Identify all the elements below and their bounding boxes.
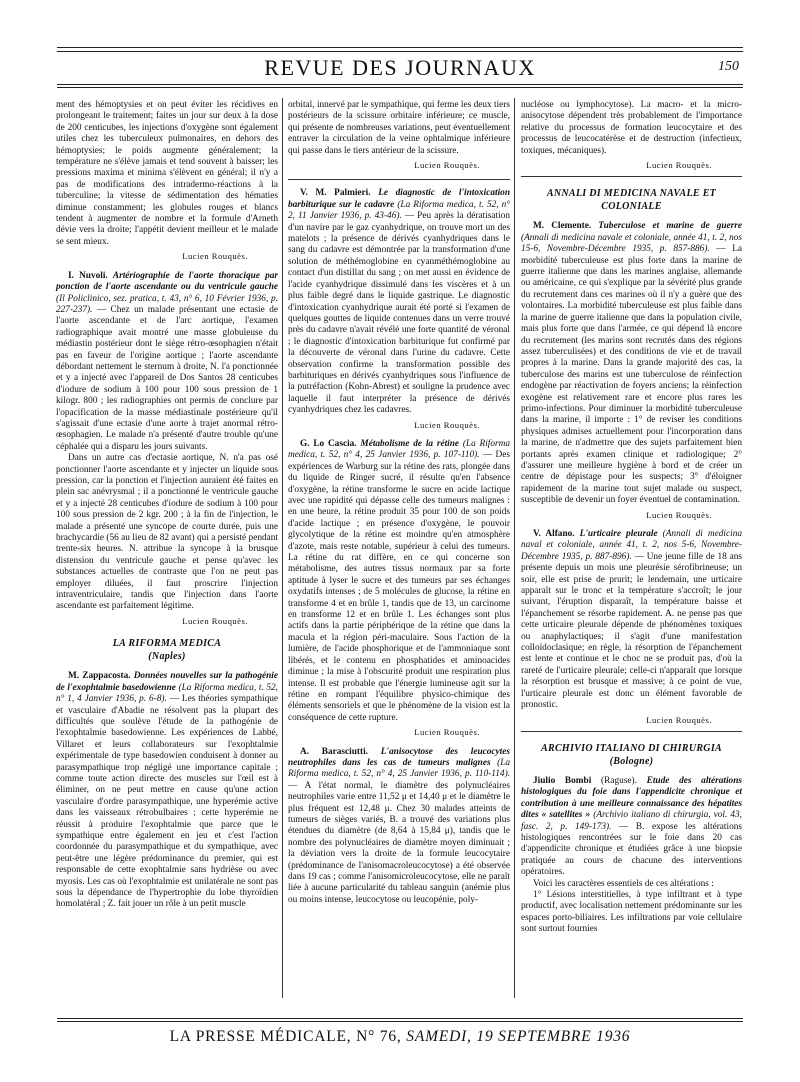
article-body: — La morbidité tuberculeuse est plus forte dans la marine de guerre italienne que dans les marines anglaise, allemande ou américaine, ce qui s'explique par la sévérité plus grande du recrutement dans ces marines où il n'y a guère que des volontaires. La morbidité tuberculeuse est plus faible dans la marine de guerre italienne que dans la population civile, mais plus forte que dans l'armée, ce qui dépend là encore du recrutement (les marins sont recrutés dans des régions assez tuberculisées) et des conditions de vie et de travail propres à la marine. Dans la grande majorité des cas, la tuberculose des marins est une tuberculose de réinfection endogène par réactivation de foyers anciens; la réinfection exogène est relativement rare et encore plus rares les primo-infections. Pour diminuer la morbidité tuberculeuse dans la marine, il importe : 1° de reviser les conditions physiques admises actuellement pour l'incorporation dans la marine, de n'admettre que des sujets parfaitement bien portants après examen clinique et radiologique; 2° d'assurer une meilleure hygiène à bord et de créer un centre de dépistage pour les suspects; 3° d'éloigner rapidement de la marine tout sujet malade ou suspect, susceptible de devenir un foyer éventuel de contamination. (521, 244, 742, 506)
page-number: 150 (718, 59, 739, 74)
header-rule-bottom-inner (57, 87, 743, 88)
article-author: G. Lo Cascia. (300, 438, 357, 449)
article-separator (288, 179, 510, 180)
article-paragraph: 1° Lésions interstitielles, à type infiltrant et à type productif, avec localisation nettement prédominante sur les espaces porto-biliaires. Les infiltrations par voie cellulaire sont surtout fournies (521, 889, 742, 935)
journal-city: (Bologne) (609, 755, 654, 767)
article-reference: (Annali di medicina navale et coloniale, année 41, t. 2, nos 15-6, Novembre-Décembre 1935, p. 857-886). (521, 232, 742, 255)
page-footer (57, 1018, 743, 1046)
footer-rule (57, 1018, 743, 1019)
article-title: L'urticaire pleurale (579, 529, 658, 539)
signature: Lucien Rouquès. (414, 160, 480, 171)
signature: Lucien Rouquès. (414, 727, 480, 738)
journal-city: (Naples) (148, 651, 186, 663)
article-title: Le diagnostic de l'intoxication barbiturique sur le cadavre (288, 188, 510, 210)
column-divider-2 (514, 98, 515, 998)
article-bombi (521, 776, 742, 936)
article-title: Artériographie de l'aorte thoracique par ponction de l'aorte ascendante ou du ventricule gauche (56, 270, 278, 293)
article-alfano (521, 529, 742, 726)
header-rule-top (57, 47, 743, 48)
article-reference: (La Riforma medica, t. 52, n° 4, 25 Janvier 1936, p. 107-110). (288, 438, 510, 461)
footer-text (57, 1028, 743, 1046)
article-title: Etude des altérations histologiques du foie dans l'appendicite chronique et contribution à une meilleure connaissance des hépatites dites « satellites » (521, 775, 742, 821)
journal-heading (521, 187, 742, 213)
footer-rule-inner (57, 1021, 743, 1022)
article-body: — Des expériences de Warburg sur la rétine des rats, plongée dans du liquide de Ringer sucré, il résulte qu'en l'absence d'oxygène, la rétine transforme le sucre en acide lactique avec une rapidité qui dépasse celle des tumeurs malignes : en une heure, la rétine produit 35 pour 100 de son poids d'acide lactique ; en présence d'oxygène, le pouvoir glycolytique de la rétine est moindre qu'en atmosphère d'azote, mais reste notable, supérieur à celui des tumeurs. La rétine du rat diffère, en ce qui concerne son métabolisme, des autres tissus normaux par sa forte aptitude à lyser le sucre et des tumeurs par ses échanges oxydatifs intenses ; de 5 molécules de glucose, la rétine en transforme 4 et en brûle 1, tandis que de 13, un carcinome en transforme 12 et en brûle 1. Les échanges sont plus actifs dans la partie périphérique de la rétine que dans la macula et la région péri-maculaire. Sous l'action de la lumière, de l'acide phosphorique et de l'ammoniaque sont libérés, et le contenu en phosphatides et aminoacides diminue ; la mise à l'obscurité produit une respiration plus intense. Il est probable que l'énergie lumineuse agit sur la rétine en rompant l'équilibre physico-chimique des éléments sensoriels et que le phénomène de la vision est la conséquence de cette rupture. (288, 450, 510, 723)
article-title: L'anisocytose des leucocytes neutrophiles dans les cas de tumeurs malignes (288, 746, 510, 768)
article-author: M. Clemente. (533, 221, 592, 232)
column-1 (56, 100, 278, 911)
article-reference: (Il Policlinico, sez. pratica, t. 43, n° 6, 10 Février 1936, p. 227-237). (56, 293, 278, 315)
article-title: Tuberculose et marine de guerre (598, 221, 742, 232)
header-rule-bottom (57, 84, 743, 85)
signature: Lucien Rouquès. (646, 714, 712, 725)
article-zappacosta (56, 671, 278, 911)
article-body: — A l'état normal, le diamètre des polynucléaires neutrophiles varie entre 11,52 μ et 14,40 μ et le diamètre le plus fréquent est 12,48 μ. Chez 30 malades atteints de tumeurs de sièges variés, B. a trouvé des variations plus étendues du diamètre (de 8,64 à 15,84 μ), tandis que le nombre des polynucléaires de diamètre moyen diminuait ; la déviation vers la droite de la formule leucocytaire (prédominance de l'anisomacroleucocytose) a été observée dans 19 cas ; comme l'anisomicroleucocytose, elle ne paraît liée à aucune particularité du tableau sanguin (anémie plus ou moins intense, leucocytose ou leucopénie, poly- (288, 780, 510, 905)
article-body: — Chez un malade présentant une ectasie de l'aorte ascendante et de l'arc aortique, l'examen radiographique avait montré une masse globuleuse du médiastin postérieur dont le siège rétro-œsophagien n'était pas en faveur de l'origine aortique ; l'aorte ascendante débordant nettement le sternum à droite, N. l'a ponctionnée et y a injecté avec l'appareil de Dos Santos 28 centicubes d'iodure de sodium à 100 pour 100 sous pression de 1 kilogr. 800 ; les radiographies ont permis de conclure par l'opacification de la masse médiastinale postérieure qu'il s'agissait d'une ectasie d'une aorte à trajet anormal rétro-œsophagien. Le malade n'a présenté d'autre trouble qu'une céphalée qui a disparu les jours suivants. (56, 304, 278, 452)
article-title: Métabolisme de la rétine (360, 438, 460, 449)
continued-paragraph: orbital, innervé par le sympathique, qui ferme les deux tiers postérieurs de la scissure orbitaire inférieure; ce muscle, qui présente de nombreuses variations, peut éventuellement entraver la circulation de la veine ophtalmique inférieure qui passe dans le tiers antérieur de la scissure. (288, 100, 510, 156)
continued-paragraph: nucléose ou lymphocytose). La macro- et la micro-anisocytose dépendent très probablement de l'importance relative du processus de formation leucocytaire et des processus de leucocatérèse et de destruction (infectieux, toxiques, mécaniques). (521, 100, 742, 156)
page-header (57, 47, 743, 91)
header-rule-top-inner (57, 51, 743, 52)
article-body: — Peu après la dératisation d'un navire par le gaz cyanhydrique, on trouve mort un des matelots ; la présence de dérivés cyanhydriques dans le sang du cadavre est démontrée par la transformation d'une solution de méthémoglobine en cyanméthémoglobine au contact d'un distillat du sang ; on met aussi en évidence de l'acide cyanhydrique dissimulé dans les viscères et à un plus faible degré dans le liquide gastrique. Le diagnostic d'intoxication cyanhydrique aurait été porté si l'examen de quelques gouttes de liquide contenues dans un verre trouvé près du cadavre n'avait révélé une forte quantité de véronal ; le diagnostic d'intoxication barbiturique fut confirmé par la découverte de véronal dans l'urine du cadavre. Cette observation confirme la transformation possible des barbituriques en dérivés cyanhydriques sous l'influence de la putréfaction (Kohn-Abrest) et souligne la prudence avec laquelle il faut interpréter la présence de dérivés cyanhydriques chez les cadavres. (288, 211, 511, 416)
article-nuvoli (56, 271, 278, 628)
article-clemente (521, 221, 742, 521)
journal-name: ARCHIVIO ITALIANO DI CHIRURGIA (541, 742, 722, 754)
footer-date: SAMEDI, 19 SEPTEMBRE 1936 (406, 1028, 631, 1045)
article-reference: (La Riforma medica, t. 52, n° 1, 4 Janvier 1936, p. 6-8). (56, 682, 278, 705)
journal-heading (521, 742, 742, 768)
article-reference: (Archivio italiano di chirurgia, vol. 43, fasc. 2, p. 149-173). (521, 810, 743, 832)
continued-paragraph: ment des hémoptysies et on peut éviter les récidives en prolongeant le traitement; faites un jour sur deux à la dose de 200 centicubes, les injections d'oxygène sont également utiles chez les tuberculeux pulmonaires, en dehors des hémoptysies; le poids augmente généralement; la température ne s'élève jamais et tend souvent à baisser; les pressions maxima et minima s'élèvent en général; il n'y a pas de modifications des intradermo-réactions à la tuberculine; la vitesse de sédimentation des hématies diminue constamment; les globules rouges et blancs tendent à augmenter de nombre et la formule d'Arneth dévie vers la droite; l'appétit devient meilleur et le malade se sent mieux. (56, 100, 278, 247)
signature: Lucien Rouquès. (182, 615, 248, 626)
article-body: — B. expose les altérations histologiques rencontrées sur le foie dans 20 cas d'appendicite chronique et étudiées grâce à une biopsie pratiquée au cours de chacune des interventions opératoires. (521, 821, 743, 878)
article-author-place: (Raguse). (601, 775, 637, 786)
article-author: Jiulio Bombi (533, 775, 592, 786)
running-title: REVUE DES JOURNAUX (264, 55, 536, 80)
article-title: Données nouvelles sur la pathogénie de l'exophtalmie basedowienne (56, 671, 278, 693)
article-separator (521, 731, 742, 732)
footer-journal: LA PRESSE MÉDICALE, N° 76, (169, 1028, 402, 1045)
article-author: M. Zappacosta. (68, 671, 131, 682)
article-author: V. M. Palmieri. (300, 188, 371, 199)
journal-name: ANNALI DI MEDICINA NAVALE ET COLONIALE (546, 188, 717, 213)
journal-heading (56, 637, 278, 663)
signature: Lucien Rouquès. (182, 251, 248, 262)
article-body: — Les théories sympathique et vasculaire d'Abadie ne résolvent pas la plupart des difficultés que soulève l'étude de la pathogénie de l'exophtalmie basedowienne. Les expériences de Labbé, Villaret et leurs collaborateurs sur l'exophtalmie expérimentale de type basedowien conduisent à donner au parasympathique trop négligé une importance capitale ; comme toute action directe des muscles sur l'œil est à éliminer, on ne peut mettre en cause qu'une action vasculaire d'ordre parasympathique, une hyperémie active dans les vaisseaux rétrobulbaires ; cette hyperémie ne réussit à produire l'exophtalmie que parce que le sympathique entre également en jeu et c'est l'action coordonnée du parasympathique et du sympathique, avec peut-être une légère prédominance du premier, qui est responsable de cette exophtalmie sans hydrièse ou avec myosis. Les cas où l'exophtalmie est unilatérale ne sont pas sous la dépendance de l'hypertrophie du lobe thyroïdien homolatéral ; Z. fait jouer un rôle à un petit muscle (56, 694, 279, 910)
article-author: A. Barasciutti. (300, 746, 368, 757)
article-reference: (Annali di medicina naval et coloniale, année 41, t. 2, nos 5-6, Novembre-Décembre 1935, p. 887-896). (521, 529, 742, 562)
article-author: I. Nuvoli. (68, 270, 108, 281)
article-barasciutti (288, 747, 510, 907)
article-separator (521, 176, 742, 177)
article-author: V. Alfano. (533, 529, 575, 539)
article-body: — Une jeune fille de 18 ans présente depuis un mois une pleurésie sérofibrineuse; un soir, elle est prise de prurit; le lendemain, une urticaire apparaît sur le tronc et la température s'accroît; le jour suivant, l'éruption disparaît, la température baisse et l'épanchement se résorbe rapidement. A. ne pense pas que cette urticaire pleurale dépende de phénomènes toxiques ou anaphylactiques; il s'agit d'une manifestation colloïdoclasique; en règle, la résorption de l'épanchement est lente et continue et le choc ne se produit pas, d'où la rareté de l'urticaire pleurale; celle-ci n'apparaît que lorsque la résorption est brusque et massive; à ce point de vue, l'urticaire pleurale est donc un élément favorable de pronostic. (521, 551, 743, 711)
article-lo-cascia (288, 439, 510, 739)
article-reference: (La Riforma medica, t. 52, n° 4, 25 Janvier 1936, p. 110-114). (288, 757, 511, 780)
signature: Lucien Rouquès. (646, 509, 712, 520)
journal-name: LA RIFORMA MEDICA (112, 638, 222, 650)
article-paragraph: Voici les caractères essentiels de ces altérations : (533, 878, 714, 889)
signature: Lucien Rouquès. (646, 160, 712, 171)
column-3 (521, 100, 742, 936)
article-reference: (La Riforma medica, t. 52, n° 2, 11 Janvier 1936, p. 43-46). (288, 199, 511, 222)
article-paragraph: Dans un autre cas d'ectasie aortique, N. n'a pas osé ponctionner l'aorte ascendante et y injecter un liquide sous pression, car la ponction et l'injection auraient été faites en plein sac anévrysmal ; il a ponctionné le ventricule gauche et y a injecté 28 centicubes d'iodure de sodium à 100 pour 100 sous pression de 2 kgr. 200 ; à la fin de l'injection, le malade a présenté une syncope de courte durée, puis une brachycardie (56 au lieu de 82 avant) qui a persisté pendant trente-six heures. N. attribue la syncope à la brusque distension du ventricule gauche et pense qu'avec les substances actuelles de contraste que l'on ne peut pas employer diluées, il faut proscrire l'injection intraventriculaire, tandis que l'injection dans l'aorte ascendante est parfaitement légitime. (56, 453, 278, 612)
column-2 (288, 100, 510, 906)
column-divider-1 (282, 98, 283, 998)
signature: Lucien Rouquès. (414, 419, 480, 430)
article-palmieri (288, 188, 510, 431)
